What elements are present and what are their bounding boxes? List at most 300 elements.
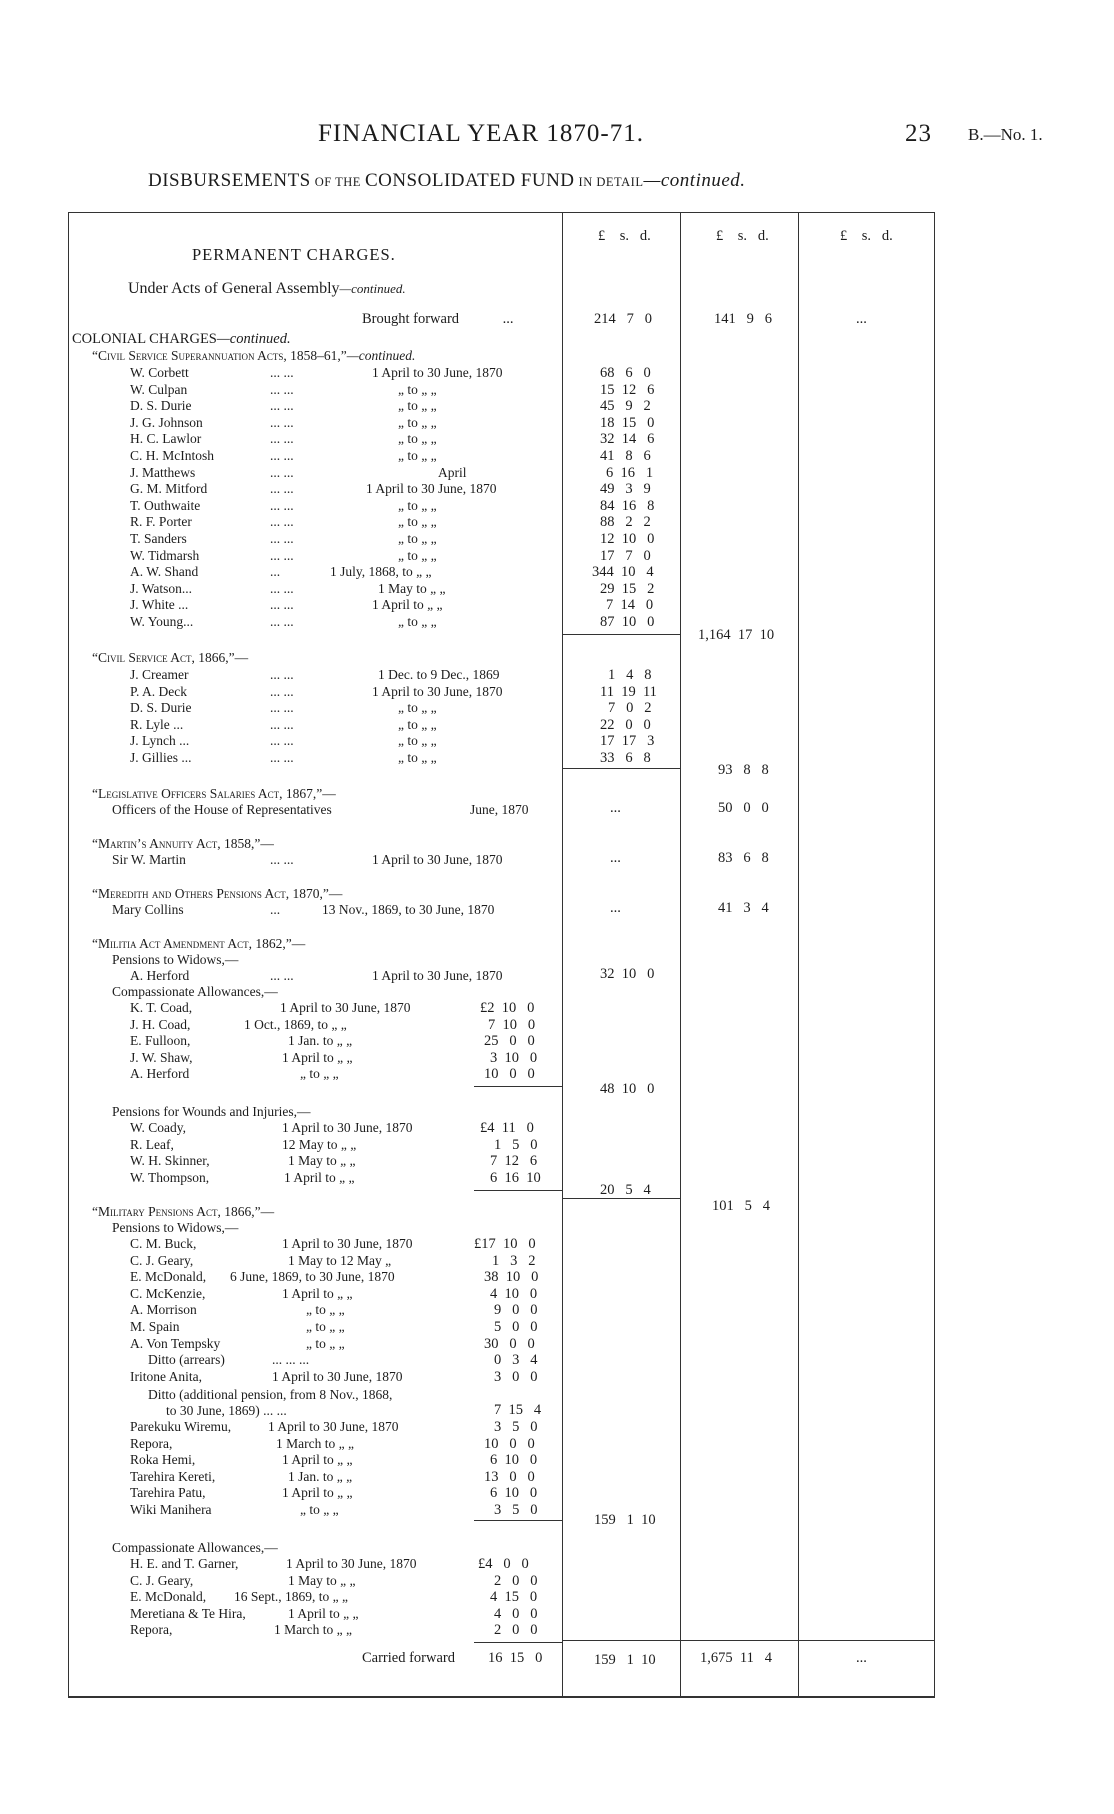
- militia-comp-label: Compassionate Allowances,—: [112, 984, 278, 999]
- row-name: R. F. Porter: [130, 514, 192, 530]
- militia-widow-dots: ... ...: [270, 968, 294, 983]
- meredith-period: 13 Nov., 1869, to 30 June, 1870: [322, 902, 495, 917]
- row-name: E. McDonald,: [130, 1269, 207, 1285]
- list-item: [0, 700, 1114, 717]
- row-dots: ... ...: [270, 597, 294, 613]
- row-period: 1 May to „ „: [288, 1153, 356, 1169]
- military-title: “Military Pensions Act, 1866,”—: [92, 1204, 275, 1219]
- martin-name: Sir W. Martin: [112, 852, 186, 867]
- civil-service-sum-rule: [562, 768, 680, 769]
- row-period: 1 March to „ „: [276, 1435, 354, 1451]
- row-name: Tarehira Kereti,: [130, 1468, 216, 1484]
- list-item: [0, 1485, 1114, 1502]
- row-period: 1 May to 12 May „: [288, 1252, 392, 1268]
- list-item: [0, 717, 1114, 734]
- brought-forward-dots: ...: [502, 311, 514, 327]
- militia-title: “Militia Act Amendment Act, 1862,”—: [92, 936, 306, 951]
- row-period: „ to „ „: [398, 414, 437, 430]
- row-name: W. Culpan: [130, 381, 188, 397]
- row-name: R. Leaf,: [130, 1136, 174, 1152]
- row-dots: ... ...: [270, 464, 294, 480]
- carried-forward-col1: 159 1 10: [594, 1652, 656, 1668]
- list-item: [0, 733, 1114, 750]
- list-item: [0, 1369, 1114, 1386]
- military-widows-sum-rule: [474, 1520, 562, 1521]
- row-amount: 13 0 0: [484, 1468, 535, 1485]
- row-period: „ to „ „: [398, 700, 437, 716]
- colonial-cont: —continued.: [216, 331, 291, 347]
- row-name: P. A. Deck: [130, 683, 187, 699]
- row-amount: 2 0 0: [494, 1572, 538, 1589]
- list-item: [0, 1000, 1114, 1017]
- row-dots: ... ...: [270, 381, 294, 397]
- row-period: „ to „ „: [300, 1066, 339, 1082]
- row-amount: 0 3 4: [494, 1352, 538, 1369]
- militia-comp-sum-rule: [474, 1086, 562, 1087]
- list-item: [0, 481, 1114, 498]
- row-period: 1 Dec. to 9 Dec., 1869: [378, 667, 500, 682]
- brought-forward-label: [362, 311, 514, 328]
- row-dots: ... ...: [270, 613, 294, 629]
- legislative-period: June, 1870: [470, 802, 529, 817]
- row-amount: 3 5 0: [494, 1419, 538, 1435]
- military-ditto-add-2: to 30 June, 1869) ... ...: [166, 1403, 287, 1418]
- row-period: „ to „ „: [398, 733, 437, 749]
- row-name: A. Von Tempsky: [130, 1335, 221, 1351]
- row-dots: ...: [270, 564, 281, 580]
- row-amount: 84 16 8: [600, 497, 655, 514]
- list-item: [0, 1033, 1114, 1050]
- row-amount: 1 4 8: [608, 667, 652, 683]
- brought-forward-col2: 141 9 6: [714, 311, 772, 327]
- list-item: [0, 448, 1114, 465]
- section-subtitle-cont: —continued.: [339, 281, 406, 296]
- militia-widow-period: 1 April to 30 June, 1870: [372, 968, 503, 983]
- row-name: J. Matthews: [130, 464, 196, 480]
- row-amount: 2 0 0: [494, 1622, 538, 1639]
- row-amount: £2 10 0: [480, 1000, 535, 1016]
- row-amount: 10 0 0: [484, 1066, 535, 1083]
- martin-col1: ...: [610, 850, 621, 866]
- list-item: [0, 1622, 1114, 1639]
- row-period: „ to „ „: [398, 749, 437, 765]
- civil-service-title: “Civil Service Act, 1866,”—: [92, 650, 249, 665]
- militia-wounds-sum-rule: [474, 1190, 562, 1191]
- row-amount: 6 10 0: [490, 1452, 538, 1469]
- row-period: 1 Oct., 1869, to „ „: [244, 1016, 347, 1032]
- row-dots: ... ...: [270, 414, 294, 430]
- military-comp-list: [0, 1556, 1114, 1639]
- row-name: E. Fulloon,: [130, 1033, 191, 1049]
- row-name: H. C. Lawlor: [130, 431, 202, 447]
- section-subtitle: [128, 280, 406, 298]
- row-name: C. M. Buck,: [130, 1236, 197, 1251]
- row-amount: 22 0 0: [600, 716, 651, 733]
- row-name: G. M. Mitford: [130, 481, 208, 497]
- subtitle-part1: DISBURSEMENTS: [148, 170, 311, 191]
- list-item: [0, 1589, 1114, 1606]
- row-period: 1 April to „ „: [282, 1285, 353, 1301]
- row-period: „ to „ „: [398, 431, 437, 447]
- row-period: 1 April to „ „: [372, 597, 443, 613]
- row-period: „ to „ „: [398, 716, 437, 732]
- row-amount: 3 5 0: [494, 1501, 538, 1518]
- section-title: PERMANENT CHARGES.: [192, 245, 396, 264]
- list-item: [0, 1352, 1114, 1369]
- row-dots: ... ...: [270, 365, 294, 380]
- row-dots: ... ...: [270, 398, 294, 414]
- row-name: K. T. Coad,: [130, 1000, 193, 1015]
- list-item: [0, 1452, 1114, 1469]
- row-period: 1 April to 30 June, 1870: [272, 1368, 403, 1384]
- row-dots: ... ...: [270, 514, 294, 530]
- list-item: [0, 1153, 1114, 1170]
- row-period: 12 May to „ „: [282, 1136, 357, 1152]
- colonial-label: [72, 331, 291, 348]
- carried-forward-label: Carried forward: [362, 1650, 455, 1666]
- row-name: E. McDonald,: [130, 1589, 207, 1605]
- row-period: „ to „ „: [398, 398, 437, 414]
- row-amount: 12 10 0: [600, 530, 655, 547]
- row-name: Roka Hemi,: [130, 1452, 196, 1468]
- row-amount: £4 11 0: [480, 1120, 534, 1136]
- row-dots: ... ...: [270, 749, 294, 765]
- row-period: 1 April to 30 June, 1870: [366, 481, 497, 497]
- document-ref: B.—No. 1.: [968, 125, 1043, 144]
- row-period: 1 April to 30 June, 1870: [280, 1000, 411, 1015]
- row-amount: 3 0 0: [494, 1368, 538, 1385]
- row-name: J. Watson...: [130, 580, 193, 596]
- row-dots: ... ...: [270, 683, 294, 699]
- subtitle-part4: IN DETAIL: [578, 175, 644, 189]
- list-item: [0, 1137, 1114, 1154]
- military-widows-label: Pensions to Widows,—: [112, 1220, 239, 1235]
- row-amount: 4 15 0: [490, 1589, 538, 1606]
- row-amount: 7 0 2: [608, 700, 652, 717]
- brought-forward-text: Brought forward: [362, 311, 460, 327]
- row-amount: 7 10 0: [488, 1016, 536, 1033]
- military-widows-list-2: [0, 1419, 1114, 1519]
- row-period: ... ... ...: [272, 1352, 310, 1368]
- section-subtitle-text: Under Acts of General Assembly: [128, 280, 340, 297]
- list-item: [0, 548, 1114, 565]
- row-name: Repora,: [130, 1622, 173, 1638]
- row-name: J. White ...: [130, 597, 189, 613]
- row-period: „ to „ „: [398, 447, 437, 463]
- legislative-title: “Legislative Officers Salaries Act, 1867,”—: [92, 786, 336, 801]
- row-name: T. Outhwaite: [130, 497, 201, 513]
- row-period: 1 July, 1868, to „ „: [330, 564, 432, 580]
- martin-total: 83 6 8: [718, 850, 769, 866]
- list-item: [0, 498, 1114, 515]
- row-amount: 1 5 0: [494, 1136, 538, 1153]
- row-period: „ to „ „: [398, 381, 437, 397]
- list-item: [0, 514, 1114, 531]
- list-item: [0, 1556, 1114, 1573]
- civil-super-title-text: “Civil Service Superannuation Acts, 1858–61,”: [92, 348, 347, 363]
- row-dots: ... ...: [270, 580, 294, 596]
- row-name: J. Lynch ...: [130, 733, 190, 749]
- brought-forward-col1: 214 7 0: [594, 311, 652, 327]
- row-name: C. McKenzie,: [130, 1285, 206, 1301]
- row-name: Meretiana & Te Hira,: [130, 1605, 246, 1621]
- civil-service-total: 93 8 8: [718, 762, 769, 778]
- militia-comp-list: [0, 1000, 1114, 1083]
- row-name: W. Corbett: [130, 365, 189, 380]
- row-name: W. Young...: [130, 613, 194, 629]
- row-name: W. Coady,: [130, 1120, 186, 1135]
- row-amount: 17 17 3: [600, 733, 655, 750]
- row-name: H. E. and T. Garner,: [130, 1556, 239, 1571]
- list-item: [0, 597, 1114, 614]
- militia-widow-name: A. Herford: [130, 968, 190, 983]
- row-name: C. J. Geary,: [130, 1252, 194, 1268]
- militia-widow-amount: 32 10 0: [600, 966, 655, 982]
- militia-wounds-total: 20 5 4: [600, 1182, 651, 1198]
- row-period: 1 April to „ „: [282, 1049, 353, 1065]
- row-name: A. Herford: [130, 1066, 190, 1082]
- row-amount: 49 3 9: [600, 481, 651, 498]
- row-dots: ... ...: [270, 667, 294, 682]
- row-name: Ditto (arrears): [148, 1352, 225, 1368]
- row-period: 1 April to „ „: [284, 1169, 355, 1185]
- row-amount: 3 10 0: [490, 1049, 538, 1066]
- civil-super-title: [92, 348, 415, 364]
- carried-forward-inner: 16 15 0: [488, 1650, 543, 1666]
- row-name: W. Tidmarsh: [130, 547, 200, 563]
- military-widows-list: [0, 1236, 1114, 1385]
- row-dots: ... ...: [270, 481, 294, 497]
- list-item: [0, 564, 1114, 581]
- row-amount: 344 10 4: [592, 564, 654, 581]
- list-item: [0, 465, 1114, 482]
- col3-header: £ s. d.: [840, 228, 893, 244]
- row-period: 1 March to „ „: [274, 1622, 352, 1638]
- row-period: 16 Sept., 1869, to „ „: [234, 1589, 348, 1605]
- row-amount: 29 15 2: [600, 580, 655, 597]
- row-amount: 87 10 0: [600, 613, 655, 630]
- list-item: [0, 398, 1114, 415]
- row-amount: 38 10 0: [484, 1269, 539, 1286]
- row-amount: 25 0 0: [484, 1033, 535, 1050]
- row-name: Iritone Anita,: [130, 1368, 202, 1384]
- list-item: [0, 684, 1114, 701]
- row-amount: 11 19 11: [600, 683, 657, 700]
- row-amount: 17 7 0: [600, 547, 651, 564]
- row-period: 1 April to 30 June, 1870: [372, 683, 503, 699]
- martin-period: 1 April to 30 June, 1870: [372, 852, 503, 867]
- row-amount: 4 10 0: [490, 1285, 538, 1302]
- subtitle-part2: OF THE: [314, 175, 361, 189]
- row-name: Wiki Manihera: [130, 1501, 212, 1517]
- row-period: „ to „ „: [398, 613, 437, 629]
- row-amount: 30 0 0: [484, 1335, 535, 1352]
- row-name: C. J. Geary,: [130, 1572, 194, 1588]
- legislative-col1: ...: [610, 800, 621, 816]
- row-dots: ... ...: [270, 497, 294, 513]
- row-name: A. Morrison: [130, 1302, 197, 1318]
- row-period: 1 April to „ „: [282, 1485, 353, 1501]
- list-item: [0, 1253, 1114, 1270]
- militia-total: 101 5 4: [712, 1198, 770, 1214]
- carried-forward-rule-inner: [474, 1642, 562, 1643]
- list-item: [0, 1573, 1114, 1590]
- martin-dots: ... ...: [270, 852, 294, 867]
- militia-wounds-list: [0, 1120, 1114, 1186]
- row-dots: ... ...: [270, 547, 294, 563]
- civil-super-cont: —continued.: [346, 348, 416, 363]
- list-item: [0, 1302, 1114, 1319]
- list-item: [0, 382, 1114, 399]
- row-amount: 41 8 6: [600, 447, 651, 464]
- page-number: 23: [905, 120, 932, 147]
- list-item: [0, 431, 1114, 448]
- legislative-line: Officers of the House of Representatives: [112, 802, 332, 817]
- page-subtitle: [148, 170, 746, 192]
- meredith-title: “Meredith and Others Pensions Act, 1870,”—: [92, 886, 343, 901]
- row-period: 1 Jan. to „ „: [288, 1468, 353, 1484]
- carried-forward-rule: [562, 1640, 934, 1641]
- civil-super-list: [0, 365, 1114, 631]
- civil-super-sum-rule: [562, 634, 680, 635]
- row-amount: 5 0 0: [494, 1318, 538, 1335]
- colonial-text: COLONIAL CHARGES: [72, 331, 217, 347]
- row-period: „ to „ „: [398, 514, 437, 530]
- row-period: 1 May to „ „: [288, 1572, 356, 1588]
- list-item: [0, 1236, 1114, 1253]
- militia-comp-total: 48 10 0: [600, 1081, 655, 1097]
- subtitle-part3: CONSOLIDATED FUND: [364, 170, 575, 191]
- row-dots: ... ...: [270, 716, 294, 732]
- list-item: [0, 750, 1114, 767]
- list-item: [0, 1436, 1114, 1453]
- row-amount: 15 12 6: [600, 381, 655, 398]
- row-period: 1 May to „ „: [378, 580, 446, 596]
- list-item: [0, 581, 1114, 598]
- brought-forward-col3: ...: [856, 311, 867, 327]
- row-name: D. S. Durie: [130, 700, 192, 716]
- carried-forward-col2: 1,675 11 4: [700, 1650, 772, 1666]
- row-amount: 7 12 6: [490, 1153, 538, 1170]
- row-name: J. G. Johnson: [130, 414, 203, 430]
- meredith-dots: ...: [270, 902, 281, 917]
- list-item: [0, 365, 1114, 382]
- row-amount: £17 10 0: [474, 1236, 536, 1252]
- row-period: „ to „ „: [398, 547, 437, 563]
- row-name: W. H. Skinner,: [130, 1153, 210, 1169]
- row-period: „ to „ „: [306, 1318, 345, 1334]
- militia-sum-rule: [562, 1198, 680, 1199]
- row-amount: 6 10 0: [490, 1485, 538, 1502]
- list-item: [0, 1502, 1114, 1519]
- military-ditto-add-amount: 7 15 4: [494, 1402, 542, 1418]
- military-comp-label: Compassionate Allowances,—: [112, 1540, 278, 1555]
- row-amount: 4 0 0: [494, 1605, 538, 1622]
- col2-header: £ s. d.: [716, 228, 769, 244]
- row-name: Parekuku Wiremu,: [130, 1419, 232, 1434]
- civil-super-total: 1,164 17 10: [698, 627, 775, 643]
- legislative-total: 50 0 0: [718, 800, 769, 816]
- row-name: T. Sanders: [130, 530, 187, 546]
- row-period: „ to „ „: [306, 1302, 345, 1318]
- subtitle-part5: —continued.: [643, 170, 746, 191]
- militia-widows-label: Pensions to Widows,—: [112, 952, 239, 967]
- row-amount: 7 14 0: [606, 597, 654, 614]
- militia-wounds-label: Pensions for Wounds and Injuries,—: [112, 1104, 311, 1119]
- row-name: Tarehira Patu,: [130, 1485, 206, 1501]
- row-period: 1 April to „ „: [282, 1452, 353, 1468]
- meredith-col1: ...: [610, 900, 621, 916]
- row-name: Repora,: [130, 1435, 173, 1451]
- row-amount: 68 6 0: [600, 365, 651, 381]
- row-dots: ... ...: [270, 733, 294, 749]
- list-item: [0, 1469, 1114, 1486]
- row-name: W. Thompson,: [130, 1169, 210, 1185]
- row-amount: 45 9 2: [600, 398, 651, 415]
- list-item: [0, 531, 1114, 548]
- military-widows-total: 159 1 10: [594, 1512, 656, 1528]
- row-name: J. Gillies ...: [130, 749, 192, 765]
- row-name: A. W. Shand: [130, 564, 199, 580]
- civil-service-list: [0, 667, 1114, 767]
- row-name: J. H. Coad,: [130, 1016, 191, 1032]
- row-name: R. Lyle ...: [130, 716, 184, 732]
- col1-header: £ s. d.: [598, 228, 651, 244]
- meredith-total: 41 3 4: [718, 900, 769, 916]
- row-dots: ... ...: [270, 431, 294, 447]
- row-name: C. H. McIntosh: [130, 447, 214, 463]
- row-period: 1 April to 30 June, 1870: [372, 365, 503, 380]
- row-period: 1 April to 30 June, 1870: [268, 1419, 399, 1434]
- row-period: „ to „ „: [398, 497, 437, 513]
- meredith-name: Mary Collins: [112, 902, 184, 917]
- row-period: 1 April to 30 June, 1870: [282, 1236, 413, 1251]
- list-item: [0, 1606, 1114, 1623]
- row-amount: 1 3 2: [492, 1252, 536, 1269]
- list-item: [0, 1336, 1114, 1353]
- row-period: „ to „ „: [306, 1335, 345, 1351]
- row-amount: 32 14 6: [600, 431, 655, 448]
- row-amount: 18 15 0: [600, 414, 655, 431]
- row-amount: 33 6 8: [600, 749, 651, 766]
- row-name: D. S. Durie: [130, 398, 192, 414]
- row-amount: 9 0 0: [494, 1302, 538, 1319]
- row-dots: ... ...: [270, 700, 294, 716]
- row-period: 1 April to „ „: [288, 1605, 359, 1621]
- row-amount: 88 2 2: [600, 514, 651, 531]
- list-item: [0, 415, 1114, 432]
- list-item: [0, 1419, 1114, 1436]
- row-period: April: [438, 464, 467, 480]
- row-period: „ to „ „: [300, 1501, 339, 1517]
- table-bottom-rule: [68, 1696, 934, 1698]
- row-amount: 6 16 10: [490, 1169, 541, 1186]
- list-item: [0, 1066, 1114, 1083]
- row-period: 1 Jan. to „ „: [288, 1033, 353, 1049]
- list-item: [0, 1319, 1114, 1336]
- martin-title: “Martin’s Annuity Act, 1858,”—: [92, 836, 274, 851]
- row-period: „ to „ „: [398, 530, 437, 546]
- page-title: FINANCIAL YEAR 1870-71.: [318, 120, 644, 147]
- row-period: 6 June, 1869, to 30 June, 1870: [230, 1269, 395, 1285]
- military-ditto-add-1: Ditto (additional pension, from 8 Nov., 1868,: [148, 1387, 393, 1402]
- carried-forward-col3: ...: [856, 1650, 867, 1666]
- row-dots: ... ...: [270, 530, 294, 546]
- list-item: [0, 1286, 1114, 1303]
- list-item: [0, 1120, 1114, 1137]
- list-item: [0, 614, 1114, 631]
- list-item: [0, 667, 1114, 684]
